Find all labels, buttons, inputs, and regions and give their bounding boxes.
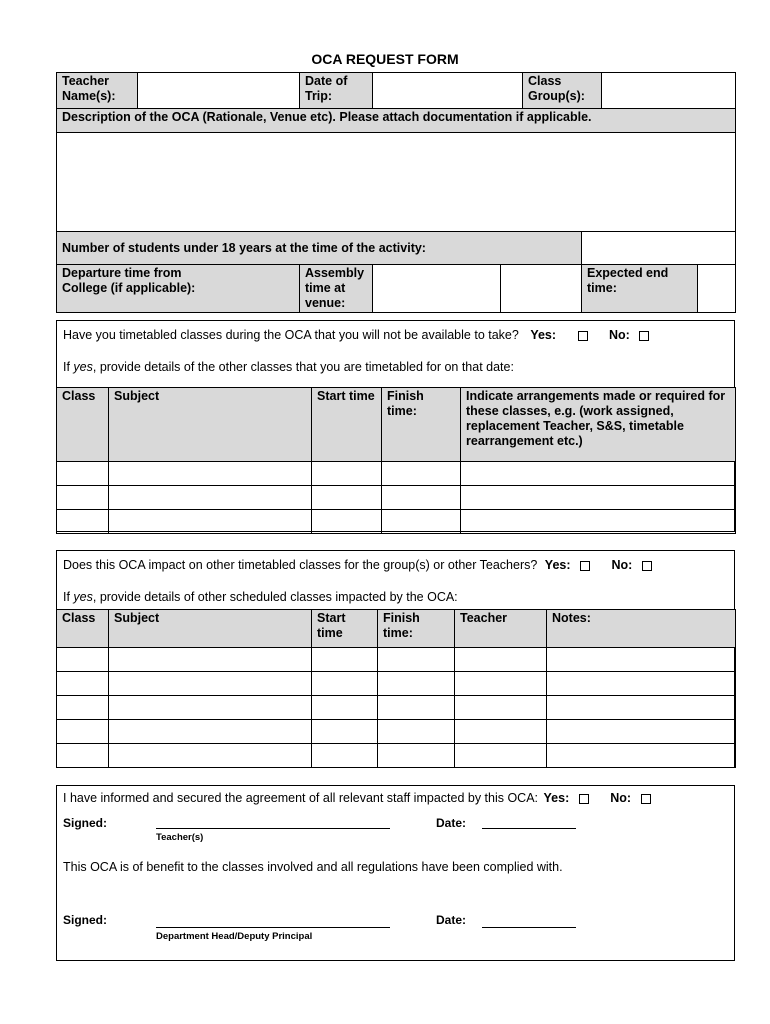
expected-end-time-field[interactable]: [698, 265, 736, 313]
class-group-field[interactable]: [602, 73, 736, 109]
table-row: [57, 486, 736, 510]
col-finish-time: Finish time:: [382, 388, 461, 462]
students-under-18-label: Number of students under 18 years at the time of the activity:: [57, 232, 582, 265]
col-class: Class: [57, 388, 109, 462]
timetabled-classes-section: [56, 320, 735, 532]
impact-instructions: If yes, provide details of other scheduled classes impacted by the OCA:: [63, 590, 458, 604]
col-finish-time: Finish time:: [378, 610, 455, 648]
no-checkbox[interactable]: [641, 794, 651, 804]
head-caption: Department Head/Deputy Principal: [156, 931, 313, 942]
expected-end-time-label: Expected end time:: [582, 265, 698, 313]
table-row: [57, 744, 736, 768]
table-row: [57, 648, 736, 672]
header-table: [56, 72, 736, 313]
col-start-time: Start time: [312, 610, 378, 648]
table-row: [57, 462, 736, 486]
impact-question: Does this OCA impact on other timetabled classes for the group(s) or other Teachers? Yes: No:: [63, 558, 652, 572]
impacted-classes-table: [56, 609, 736, 768]
assembly-time-field[interactable]: [373, 265, 501, 313]
signed-label: Signed:: [63, 816, 107, 830]
students-under-18-field[interactable]: [582, 232, 736, 265]
timetabled-classes-table: [56, 387, 736, 534]
teacher-caption: Teacher(s): [156, 832, 204, 843]
date-of-trip-label: Date of Trip:: [300, 73, 373, 109]
yes-checkbox[interactable]: [578, 331, 588, 341]
yes-checkbox[interactable]: [580, 561, 590, 571]
description-field[interactable]: [57, 133, 736, 232]
table-row: [57, 672, 736, 696]
timetabled-question: Have you timetabled classes during the OCA that you will not be available to take? Yes: No:: [63, 328, 649, 342]
table-row: [57, 510, 736, 534]
col-teacher: Teacher: [455, 610, 547, 648]
benefit-statement: This OCA is of benefit to the classes involved and all regulations have been complied with.: [63, 860, 563, 874]
class-group-label: Class Group(s):: [523, 73, 602, 109]
col-notes: Notes:: [547, 610, 736, 648]
col-subject: Subject: [109, 610, 312, 648]
col-class: Class: [57, 610, 109, 648]
timetabled-instructions: If yes, provide details of the other classes that you are timetabled for on that date:: [63, 360, 514, 374]
date-line[interactable]: [482, 828, 576, 829]
assembly-time-label: Assembly time at venue:: [300, 265, 373, 313]
date-label: Date:: [436, 816, 467, 830]
signoff-section: [56, 785, 735, 961]
no-checkbox[interactable]: [642, 561, 652, 571]
impact-section: [56, 550, 735, 768]
table-row: [57, 696, 736, 720]
head-signature-line[interactable]: [156, 927, 390, 928]
date-label: Date:: [436, 913, 467, 927]
col-start-time: Start time: [312, 388, 382, 462]
spacer: [501, 265, 582, 313]
teacher-signature-line[interactable]: [156, 828, 390, 829]
teacher-name-field[interactable]: [138, 73, 300, 109]
form-title: OCA REQUEST FORM: [311, 51, 459, 67]
departure-time-label: Departure time from College (if applicable):: [57, 265, 300, 313]
teacher-name-label: Teacher Name(s):: [57, 73, 138, 109]
description-label: Description of the OCA (Rationale, Venue etc). Please attach documentation if applicable.: [57, 109, 736, 133]
agreement-statement: I have informed and secured the agreement of all relevant staff impacted by this OCA: Yes: No:: [63, 791, 651, 805]
date-line[interactable]: [482, 927, 576, 928]
date-of-trip-field[interactable]: [373, 73, 523, 109]
col-subject: Subject: [109, 388, 312, 462]
table-row: [57, 720, 736, 744]
no-checkbox[interactable]: [639, 331, 649, 341]
yes-checkbox[interactable]: [579, 794, 589, 804]
signed-label: Signed:: [63, 913, 107, 927]
col-arrangements: Indicate arrangements made or required for these classes, e.g. (work assigned, replacement Teacher, S&S, timetable rearrangement etc.): [461, 388, 736, 462]
